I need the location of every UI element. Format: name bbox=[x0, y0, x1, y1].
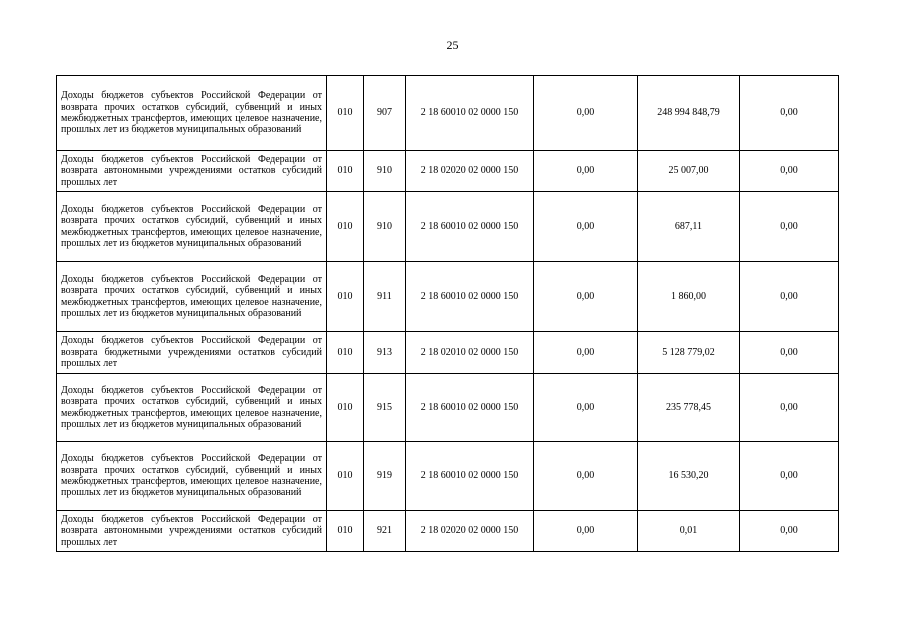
amount-cell: 0,00 bbox=[534, 511, 638, 552]
amount-cell: 0,00 bbox=[534, 192, 638, 262]
revenue-name-cell: Доходы бюджетов субъектов Российской Федерации от возврата прочих остатков субсидий, субвенций и иных межбюджетных трансфертов, имеющих целевое назначение, прошлых лет из бюджетов муниципальных образований bbox=[57, 192, 327, 262]
table-row bbox=[57, 374, 839, 442]
kbk-cell: 2 18 60010 02 0000 150 bbox=[406, 262, 534, 332]
amount-cell: 25 007,00 bbox=[638, 151, 740, 192]
code-cell: 010 bbox=[327, 262, 364, 332]
kbk-cell: 2 18 02010 02 0000 150 bbox=[406, 332, 534, 374]
amount-cell: 0,00 bbox=[534, 442, 638, 511]
amount-cell: 0,00 bbox=[534, 262, 638, 332]
kbk-cell: 2 18 60010 02 0000 150 bbox=[406, 442, 534, 511]
admin-code-cell: 910 bbox=[364, 192, 406, 262]
amount-cell: 0,00 bbox=[534, 76, 638, 151]
revenue-name-cell: Доходы бюджетов субъектов Российской Федерации от возврата прочих остатков субсидий, субвенций и иных межбюджетных трансфертов, имеющих целевое назначение, прошлых лет из бюджетов муниципальных образований bbox=[57, 442, 327, 511]
revenue-name-cell: Доходы бюджетов субъектов Российской Федерации от возврата бюджетными учреждениями остатков субсидий прошлых лет bbox=[57, 332, 327, 374]
admin-code-cell: 919 bbox=[364, 442, 406, 511]
admin-code-cell: 911 bbox=[364, 262, 406, 332]
kbk-cell: 2 18 02020 02 0000 150 bbox=[406, 511, 534, 552]
admin-code-cell: 915 bbox=[364, 374, 406, 442]
table-row bbox=[57, 151, 839, 192]
table-row bbox=[57, 332, 839, 374]
amount-cell: 0,00 bbox=[740, 332, 839, 374]
admin-code-cell: 921 bbox=[364, 511, 406, 552]
table-row bbox=[57, 511, 839, 552]
amount-cell: 16 530,20 bbox=[638, 442, 740, 511]
amount-cell: 0,00 bbox=[740, 262, 839, 332]
amount-cell: 0,00 bbox=[740, 511, 839, 552]
amount-cell: 0,00 bbox=[740, 192, 839, 262]
code-cell: 010 bbox=[327, 442, 364, 511]
amount-cell: 0,01 bbox=[638, 511, 740, 552]
table-row bbox=[57, 262, 839, 332]
code-cell: 010 bbox=[327, 374, 364, 442]
kbk-cell: 2 18 60010 02 0000 150 bbox=[406, 374, 534, 442]
code-cell: 010 bbox=[327, 192, 364, 262]
budget-revenue-table bbox=[56, 75, 839, 552]
revenue-name-cell: Доходы бюджетов субъектов Российской Федерации от возврата прочих остатков субсидий, субвенций и иных межбюджетных трансфертов, имеющих целевое назначение, прошлых лет из бюджетов муниципальных образований bbox=[57, 262, 327, 332]
amount-cell: 5 128 779,02 bbox=[638, 332, 740, 374]
code-cell: 010 bbox=[327, 332, 364, 374]
admin-code-cell: 907 bbox=[364, 76, 406, 151]
code-cell: 010 bbox=[327, 151, 364, 192]
amount-cell: 0,00 bbox=[740, 76, 839, 151]
amount-cell: 0,00 bbox=[740, 442, 839, 511]
amount-cell: 0,00 bbox=[740, 151, 839, 192]
page-number: 25 bbox=[446, 38, 459, 52]
amount-cell: 0,00 bbox=[740, 374, 839, 442]
admin-code-cell: 913 bbox=[364, 332, 406, 374]
amount-cell: 0,00 bbox=[534, 332, 638, 374]
amount-cell: 248 994 848,79 bbox=[638, 76, 740, 151]
kbk-cell: 2 18 60010 02 0000 150 bbox=[406, 192, 534, 262]
amount-cell: 687,11 bbox=[638, 192, 740, 262]
table-row bbox=[57, 192, 839, 262]
code-cell: 010 bbox=[327, 511, 364, 552]
revenue-name-cell: Доходы бюджетов субъектов Российской Федерации от возврата прочих остатков субсидий, субвенций и иных межбюджетных трансфертов, имеющих целевое назначение, прошлых лет из бюджетов муниципальных образований bbox=[57, 374, 327, 442]
amount-cell: 0,00 bbox=[534, 151, 638, 192]
revenue-name-cell: Доходы бюджетов субъектов Российской Федерации от возврата автономными учреждениями остатков субсидий прошлых лет bbox=[57, 151, 327, 192]
amount-cell: 0,00 bbox=[534, 374, 638, 442]
revenue-name-cell: Доходы бюджетов субъектов Российской Федерации от возврата прочих остатков субсидий, субвенций и иных межбюджетных трансфертов, имеющих целевое назначение, прошлых лет из бюджетов муниципальных образований bbox=[57, 76, 327, 151]
table-row bbox=[57, 442, 839, 511]
code-cell: 010 bbox=[327, 76, 364, 151]
amount-cell: 1 860,00 bbox=[638, 262, 740, 332]
amount-cell: 235 778,45 bbox=[638, 374, 740, 442]
kbk-cell: 2 18 02020 02 0000 150 bbox=[406, 151, 534, 192]
table-row bbox=[57, 76, 839, 151]
kbk-cell: 2 18 60010 02 0000 150 bbox=[406, 76, 534, 151]
admin-code-cell: 910 bbox=[364, 151, 406, 192]
revenue-name-cell: Доходы бюджетов субъектов Российской Федерации от возврата автономными учреждениями остатков субсидий прошлых лет bbox=[57, 511, 327, 552]
